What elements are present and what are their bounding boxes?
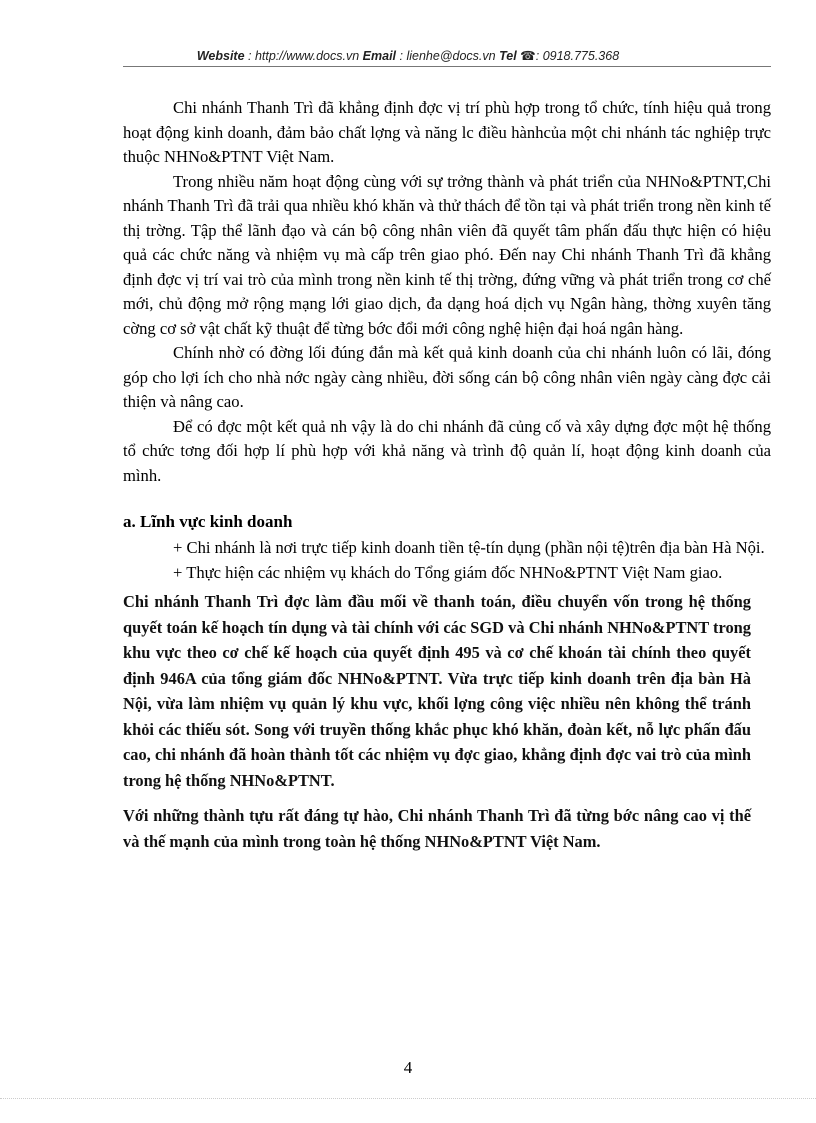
bullet-item: + Chi nhánh là nơi trực tiếp kinh doanh tiền tệ-tín dụng (phần nội tệ)trên địa bàn Hà Nội. (173, 538, 765, 557)
footer-divider (0, 1098, 816, 1099)
highlighted-block (123, 589, 751, 854)
bullet-item: + Thực hiện các nhiệm vụ khách do Tổng giám đốc NHNo&PTNT Việt Nam giao. (173, 562, 723, 582)
tel-label: Tel (499, 49, 517, 63)
email-label: Email (362, 49, 397, 63)
header-divider (123, 66, 771, 67)
boxed-paragraph-1: Chi nhánh Thanh Trì đợc làm đầu mối về thanh toán, điều chuyển vốn trong hệ thống quyết toán kế hoạch tín dụng và tài chính với các SGD và Chi nhánh NHNo&PTNT trong khu vực theo cơ chế kế hoạch của quyết định 495 và cơ chế khoán tài chính theo quyết định 946A của tổng giám đốc NHNo&PTNT. Vừa trực tiếp kinh doanh trên địa bàn Hà Nội, vừa làm nhiệm vụ quản lý khu vực, khối lợng công việc nhiều nên không thể tránh khỏi các thiếu sót. Song với truyền thống khắc phục khó khăn, đoàn kết, nỗ lực phấn đấu cao, chi nhánh đã hoàn thành tốt các nhiệm vụ đợc giao, khẳng định đợc vai trò của mình trong hệ thống NHNo&PTNT. (123, 592, 751, 790)
page-number: 4 (403, 1058, 413, 1077)
paragraph-4: Để có đợc một kết quả nh vậy là do chi nhánh đã củng cố và xây dựng đợc một hệ thống tổ chức tơng đối hợp lí phù hợp với khả năng và trình độ quản lí, hoạt động kinh doanh của mình. (123, 416, 771, 485)
paragraph-3: Chính nhờ có đờng lối đúng đắn mà kết quả kinh doanh của chi nhánh luôn có lãi, đóng góp cho lợi ích cho nhà nớc ngày càng nhiều, đời sống cán bộ công nhân viên ngày càng đợc cải thiện và nâng cao. (123, 343, 771, 411)
boxed-paragraph-2: Với những thành tựu rất đáng tự hào, Chi nhánh Thanh Trì đã từng bớc nâng cao vị thế và thế mạnh của mình trong toàn hệ thống NHNo&PTNT Việt Nam. (123, 806, 751, 851)
document-body (123, 96, 771, 854)
phone-icon: ☎ (520, 49, 536, 63)
website-value[interactable]: : http://www.docs.vn (248, 49, 360, 63)
website-label: Website (196, 49, 245, 63)
email-value[interactable]: : lienhe@docs.vn (399, 49, 496, 63)
paragraph-2: Trong nhiều năm hoạt động cùng với sự trởng thành và phát triển của NHNo&PTNT,Chi nhánh Thanh Trì đã trải qua nhiều khó khăn và thử thách để tồn tại và phát triển trong nền kinh tế thị trờng. Tập thể lãnh đạo và cán bộ công nhân viên đã quyết tâm phấn đấu thực hiện có hiệu quả các chức năng và nhiệm vụ mà cấp trên giao phó. Đến nay Chi nhánh Thanh Trì đã khẳng định đợc vị trí vai trò của mình trong nền kinh tế thị trờng, đứng vững và phát triển trong cơ chế mới, chủ động mở rộng mạng lới giao dịch, đa dạng hoá dịch vụ Ngân hàng, thờng xuyên tăng cờng cơ sở vật chất kỹ thuật để từng bớc đổi mới công nghệ hiện đại hoá ngân hàng. (123, 171, 771, 338)
page-header (0, 48, 816, 63)
paragraph-1: Chi nhánh Thanh Trì đã khẳng định đợc vị trí phù hợp trong tổ chức, tính hiệu quả trong hoạt động kinh doanh, đảm bảo chất lợng và năng lc điều hànhcủa một chi nhánh tác nghiệp trực thuộc NHNo&PTNT Việt Nam. (123, 98, 771, 166)
section-heading: a. Lĩnh vực kinh doanh (123, 512, 293, 531)
tel-value: : 0918.775.368 (535, 49, 620, 63)
